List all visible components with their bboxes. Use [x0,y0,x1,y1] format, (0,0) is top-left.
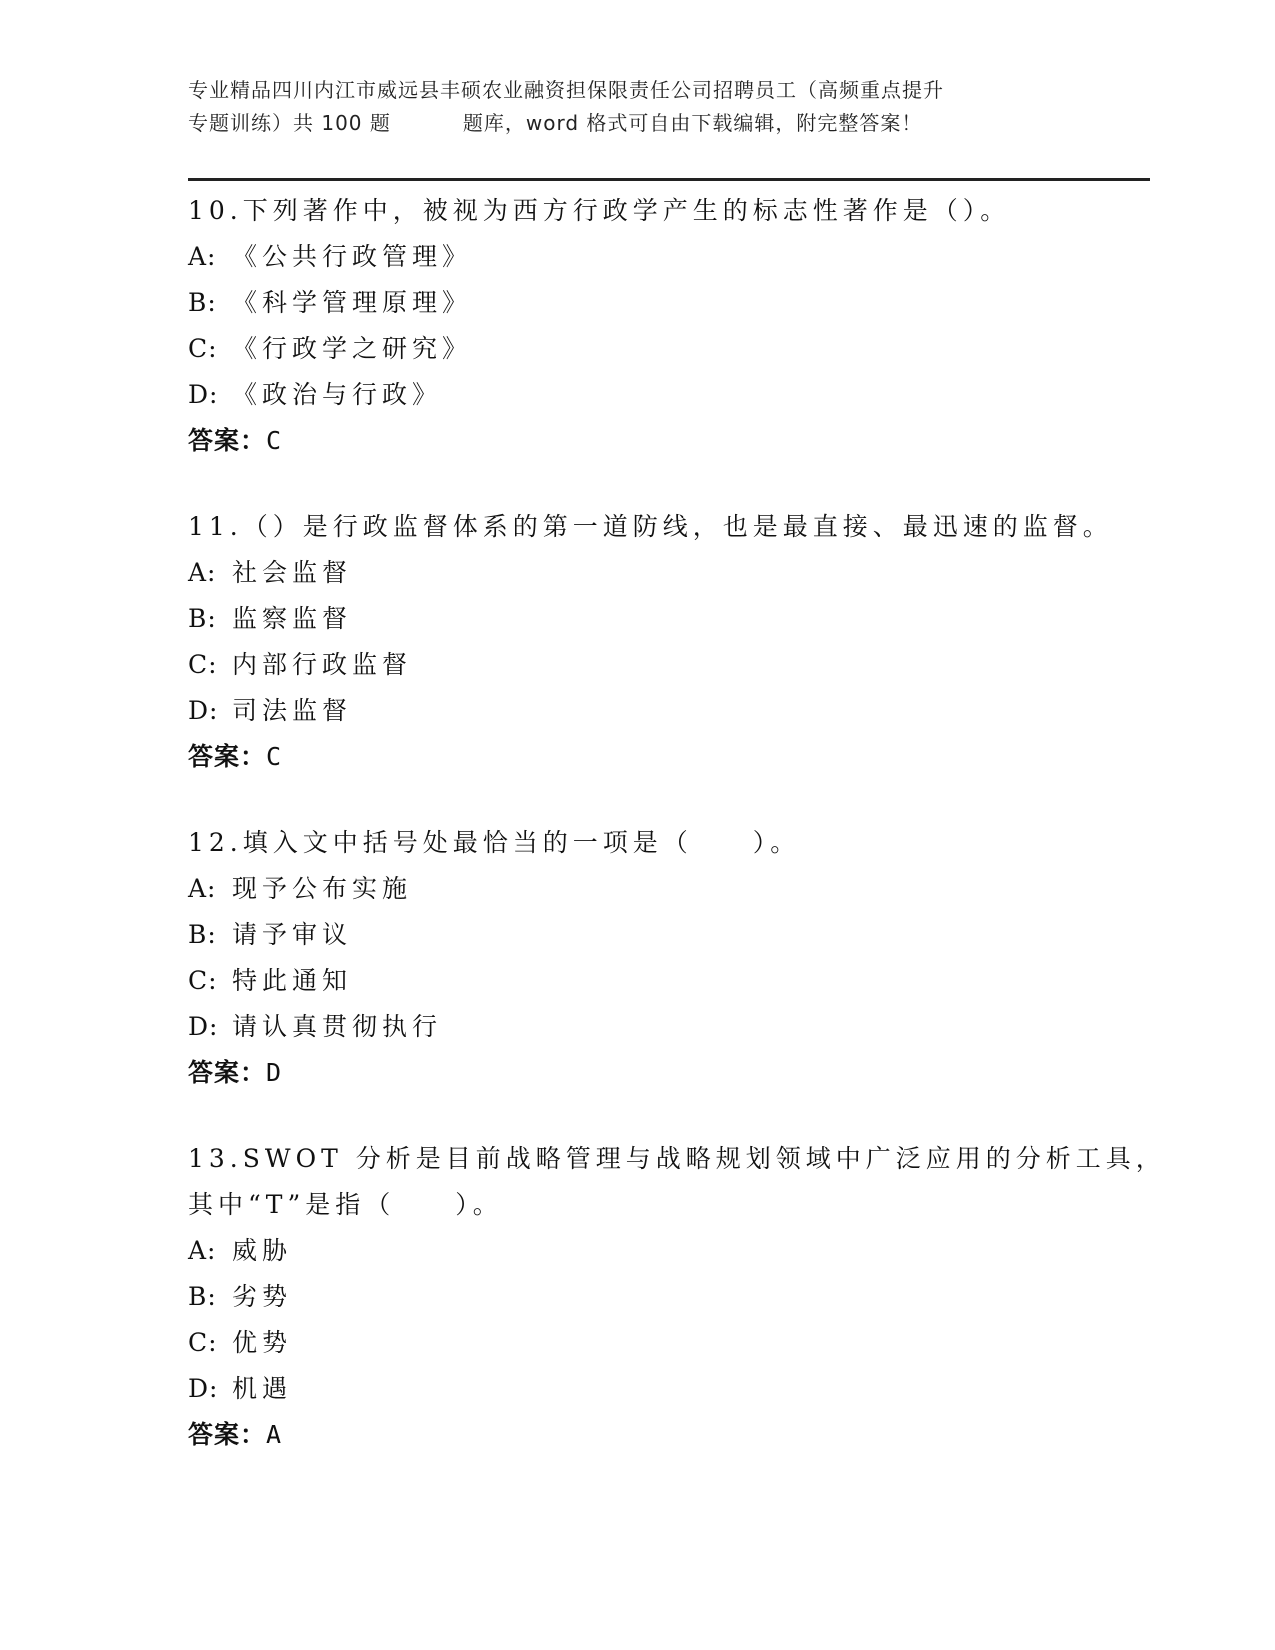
question-10 [188,188,1148,464]
option-b: B: 监察监督 [188,604,353,633]
question-stem: 13.SWOT 分析是目前战略管理与战略规划领域中广泛应用的分析工具， [188,1144,1166,1173]
question-11 [188,504,1148,780]
answer-line: 答案：A [188,1420,283,1449]
option-a: A: 现予公布实施 [188,874,413,903]
header-line-2-part-b: 题库，word 格式可自由下载编辑，附完整答案！ [462,111,923,135]
answer-value: C [266,426,283,455]
answer-value: A [266,1420,283,1449]
header-line-2-part-a: 专题训练）共 100 题 [188,111,391,135]
header-line-2 [188,107,1088,140]
question-13 [188,1136,1166,1458]
option-c: C: 优势 [188,1328,293,1357]
option-a: A: 社会监督 [188,558,353,587]
option-d: D: 机遇 [188,1374,293,1403]
answer-line: 答案：C [188,426,283,455]
question-stem-continued: 其中“T”是指（ ）。 [188,1190,503,1219]
option-c: C: 《行政学之研究》 [188,334,473,363]
option-b: B: 劣势 [188,1282,293,1311]
option-b: B: 《科学管理原理》 [188,288,473,317]
header-divider [188,178,1150,181]
option-a: A: 《公共行政管理》 [188,242,473,271]
header-line-1: 专业精品四川内江市威远县丰硕农业融资担保限责任公司招聘员工（高频重点提升 [188,78,944,102]
question-stem: 11.（）是行政监督体系的第一道防线，也是最直接、最迅速的监督。 [188,512,1113,541]
answer-line: 答案：C [188,742,283,771]
option-b: B: 请予审议 [188,920,353,949]
option-d: D: 请认真贯彻执行 [188,1012,443,1041]
question-stem: 12.填入文中括号处最恰当的一项是（ ）。 [188,828,801,857]
question-stem: 10.下列著作中，被视为西方行政学产生的标志性著作是（）。 [188,196,1011,225]
question-list [188,188,1166,1458]
question-12 [188,820,1148,1096]
option-c: C: 特此通知 [188,966,353,995]
answer-value: D [266,1058,283,1087]
answer-line: 答案：D [188,1058,283,1087]
option-c: C: 内部行政监督 [188,650,413,679]
answer-value: C [266,742,283,771]
option-d: D: 《政治与行政》 [188,380,443,409]
option-a: A: 威胁 [188,1236,293,1265]
option-d: D: 司法监督 [188,696,353,725]
document-header [188,74,1088,140]
